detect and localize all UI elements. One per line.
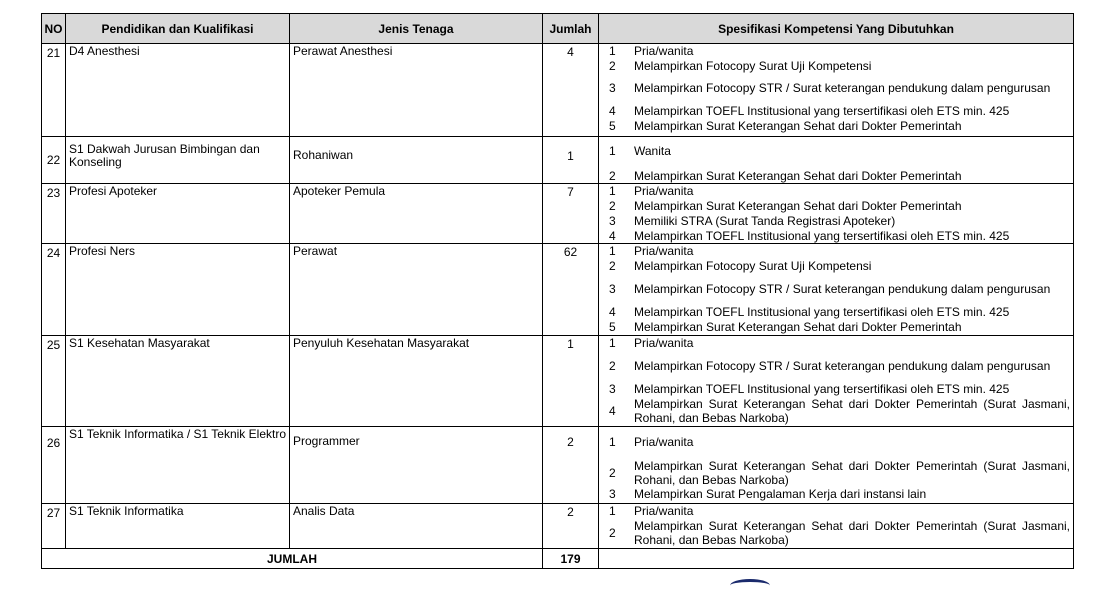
row-number: 25 bbox=[42, 336, 66, 427]
row-pendidikan: S1 Kesehatan Masyarakat bbox=[66, 336, 290, 427]
spec-item: 2 Melampirkan Fotocopy STR / Surat keterangan pendukung dalam pengurusan bbox=[609, 359, 1051, 373]
spec-item: 3 Melampirkan TOEFL Institusional yang tersertifikasi oleh ETS min. 425 bbox=[609, 382, 1010, 396]
row-spesifikasi bbox=[599, 427, 1074, 504]
header-jumlah: Jumlah bbox=[543, 14, 599, 44]
row-jumlah: 4 bbox=[543, 44, 599, 137]
partial-logo-fragment bbox=[730, 579, 770, 592]
table-row bbox=[42, 137, 1074, 184]
row-number: 23 bbox=[42, 184, 66, 244]
spec-item: 1 Wanita bbox=[609, 144, 671, 158]
spec-item: 2 Melampirkan Fotocopy Surat Uji Kompetensi bbox=[609, 259, 872, 273]
row-jenis-tenaga: Apoteker Pemula bbox=[290, 184, 543, 244]
table-row bbox=[42, 336, 1074, 427]
header-pendidikan: Pendidikan dan Kualifikasi bbox=[66, 14, 290, 44]
spec-item: 5 Melampirkan Surat Keterangan Sehat dari Dokter Pemerintah bbox=[609, 119, 962, 133]
row-spesifikasi bbox=[599, 504, 1074, 549]
row-pendidikan: D4 Anesthesi bbox=[66, 44, 290, 137]
row-jumlah: 1 bbox=[543, 336, 599, 427]
spec-item: 3 Melampirkan Surat Pengalaman Kerja dari instansi lain bbox=[609, 487, 927, 501]
row-jenis-tenaga: Programmer bbox=[290, 427, 543, 504]
row-jenis-tenaga: Analis Data bbox=[290, 504, 543, 549]
row-pendidikan: S1 Teknik Informatika bbox=[66, 504, 290, 549]
spec-item: 2 Melampirkan Surat Keterangan Sehat dari Dokter Pemerintah bbox=[609, 169, 962, 183]
row-jumlah: 2 bbox=[543, 427, 599, 504]
spec-item: 2 Melampirkan Surat Keterangan Sehat dari Dokter Pemerintah (Surat Jasmani, Rohani, dan Bebas Narkoba) bbox=[609, 519, 1070, 547]
row-number: 22 bbox=[42, 137, 66, 184]
table-row bbox=[42, 44, 1074, 137]
table-row bbox=[42, 244, 1074, 336]
row-pendidikan: Profesi Apoteker bbox=[66, 184, 290, 244]
table-row bbox=[42, 184, 1074, 244]
row-spesifikasi bbox=[599, 336, 1074, 427]
spec-item: 4 Melampirkan TOEFL Institusional yang tersertifikasi oleh ETS min. 425 bbox=[609, 229, 1010, 243]
row-number: 21 bbox=[42, 44, 66, 137]
spec-item: 4 Melampirkan TOEFL Institusional yang tersertifikasi oleh ETS min. 425 bbox=[609, 305, 1010, 319]
spec-item: 4 Melampirkan Surat Keterangan Sehat dari Dokter Pemerintah (Surat Jasmani, Rohani, dan Bebas Narkoba) bbox=[609, 397, 1070, 425]
spec-item: 4 Melampirkan TOEFL Institusional yang tersertifikasi oleh ETS min. 425 bbox=[609, 104, 1010, 118]
header-spesifikasi: Spesifikasi Kompetensi Yang Dibutuhkan bbox=[599, 14, 1074, 44]
row-pendidikan: S1 Dakwah Jurusan Bimbingan dan Konseling bbox=[66, 137, 290, 184]
table-row bbox=[42, 504, 1074, 549]
spec-item: 1 Pria/wanita bbox=[609, 504, 694, 518]
row-number: 24 bbox=[42, 244, 66, 336]
row-jenis-tenaga: Penyuluh Kesehatan Masyarakat bbox=[290, 336, 543, 427]
row-jenis-tenaga: Perawat bbox=[290, 244, 543, 336]
competency-table bbox=[41, 13, 1074, 569]
spec-item: 5 Melampirkan Surat Keterangan Sehat dari Dokter Pemerintah bbox=[609, 320, 962, 334]
table-header-row bbox=[42, 14, 1074, 44]
total-row bbox=[42, 549, 1074, 569]
spec-item: 3 Melampirkan Fotocopy STR / Surat keterangan pendukung dalam pengurusan bbox=[609, 282, 1051, 296]
row-jenis-tenaga: Perawat Anesthesi bbox=[290, 44, 543, 137]
row-jumlah: 7 bbox=[543, 184, 599, 244]
row-jenis-tenaga: Rohaniwan bbox=[290, 137, 543, 184]
spec-item: 2 Melampirkan Surat Keterangan Sehat dari Dokter Pemerintah (Surat Jasmani, Rohani, dan Bebas Narkoba) bbox=[609, 459, 1070, 487]
spec-item: 3 Memiliki STRA (Surat Tanda Registrasi Apoteker) bbox=[609, 214, 896, 228]
header-jenis-tenaga: Jenis Tenaga bbox=[290, 14, 543, 44]
row-jumlah: 62 bbox=[543, 244, 599, 336]
row-number: 27 bbox=[42, 504, 66, 549]
row-jumlah: 1 bbox=[543, 137, 599, 184]
spec-item: 2 Melampirkan Surat Keterangan Sehat dari Dokter Pemerintah bbox=[609, 199, 962, 213]
spec-item: 1 Pria/wanita bbox=[609, 244, 694, 258]
spec-item: 1 Pria/wanita bbox=[609, 184, 694, 198]
row-number: 26 bbox=[42, 427, 66, 504]
row-spesifikasi bbox=[599, 137, 1074, 184]
total-empty-cell bbox=[599, 549, 1074, 569]
spec-item: 3 Melampirkan Fotocopy STR / Surat keterangan pendukung dalam pengurusan bbox=[609, 81, 1051, 95]
row-spesifikasi bbox=[599, 44, 1074, 137]
row-spesifikasi bbox=[599, 244, 1074, 336]
row-spesifikasi bbox=[599, 184, 1074, 244]
spec-item: 1 Pria/wanita bbox=[609, 336, 694, 350]
total-value: 179 bbox=[543, 549, 599, 569]
row-pendidikan: Profesi Ners bbox=[66, 244, 290, 336]
row-pendidikan: S1 Teknik Informatika / S1 Teknik Elektro bbox=[66, 427, 290, 504]
header-no: NO bbox=[42, 14, 66, 44]
spec-item: 1 Pria/wanita bbox=[609, 435, 694, 449]
table-row bbox=[42, 427, 1074, 504]
total-label: JUMLAH bbox=[42, 549, 543, 569]
row-jumlah: 2 bbox=[543, 504, 599, 549]
spec-item: 2 Melampirkan Fotocopy Surat Uji Kompetensi bbox=[609, 59, 872, 73]
spec-item: 1 Pria/wanita bbox=[609, 44, 694, 58]
